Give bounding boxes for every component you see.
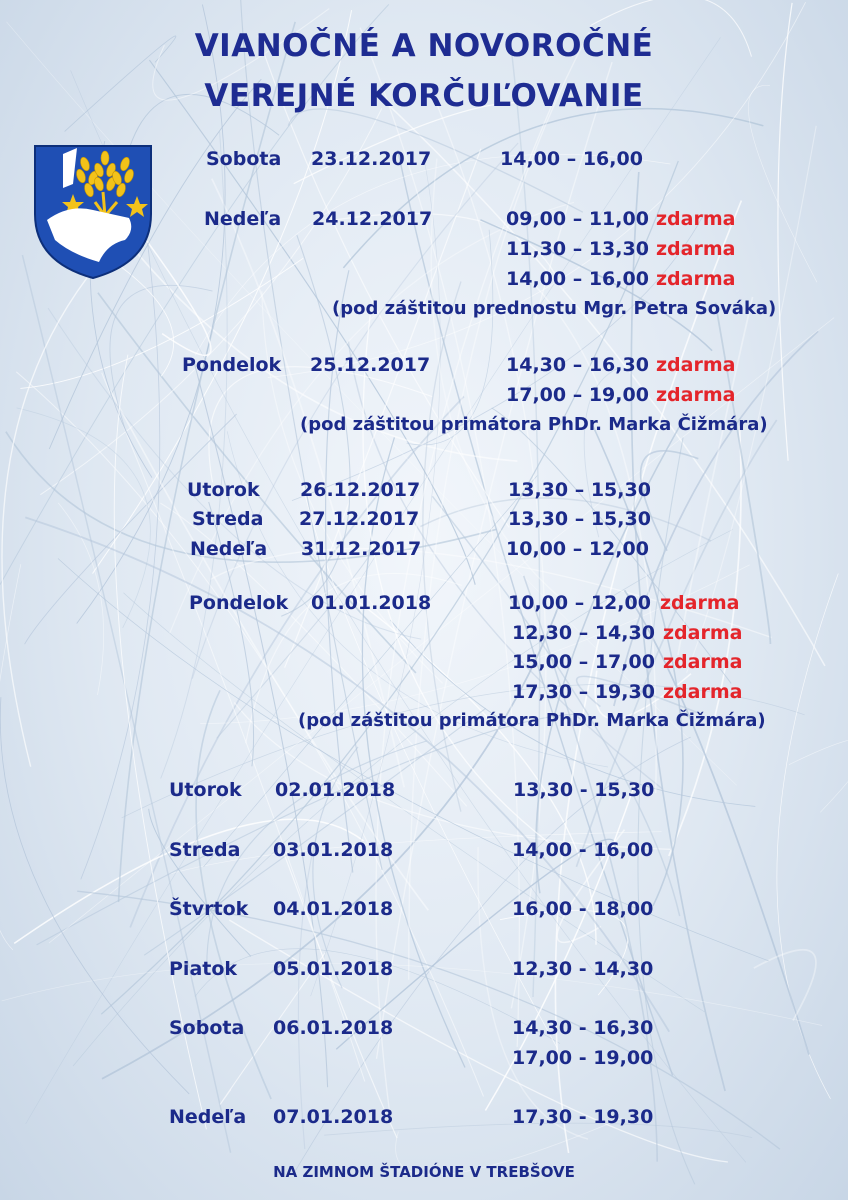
time-slot: 10,00 – 12,00 — [506, 538, 649, 560]
date-label: 26.12.2017 — [300, 479, 421, 501]
free-badge: zdarma — [656, 384, 736, 406]
time-slot: 16,00 - 18,00 — [512, 898, 654, 920]
ice-scratch — [0, 564, 21, 950]
ice-scratch — [748, 85, 817, 282]
date-label: 31.12.2017 — [301, 538, 422, 560]
title-line-2: VEREJNÉ KORČUĽOVANIE — [204, 78, 644, 114]
date-label: 23.12.2017 — [311, 148, 432, 170]
day-label: Streda — [169, 839, 241, 861]
patronage-note: (pod záštitou prednostu Mgr. Petra Sováka) — [332, 298, 777, 319]
free-badge: zdarma — [656, 268, 736, 290]
day-label: Nedeľa — [190, 538, 268, 560]
day-label: Pondelok — [182, 354, 282, 376]
venue-footer: NA ZIMNOM ŠTADIÓNE V TREBŠOVE — [273, 1163, 575, 1181]
free-badge: zdarma — [660, 592, 740, 614]
patronage-note: (pod záštitou primátora PhDr. Marka Čižmára) — [298, 710, 766, 731]
date-label: 24.12.2017 — [312, 208, 433, 230]
time-slot: 17,00 – 19,00 — [506, 384, 649, 406]
time-slot: 11,30 – 13,30 — [506, 238, 649, 260]
ice-scratch — [298, 836, 316, 1150]
title-line-1: VIANOČNÉ A NOVOROČNÉ — [194, 28, 654, 64]
free-badge: zdarma — [663, 622, 743, 644]
free-badge: zdarma — [656, 354, 736, 376]
date-label: 07.01.2018 — [273, 1106, 394, 1128]
ice-scratch — [778, 3, 792, 461]
ice-scratch — [294, 103, 522, 184]
time-slot: 10,00 – 12,00 — [508, 592, 651, 614]
day-label: Piatok — [169, 958, 238, 980]
ice-scratch — [279, 841, 397, 1138]
free-badge: zdarma — [663, 651, 743, 673]
day-label: Utorok — [169, 779, 242, 801]
time-slot: 14,00 – 16,00 — [506, 268, 649, 290]
time-slot: 14,30 – 16,30 — [506, 354, 649, 376]
time-slot: 17,30 – 19,30 — [512, 681, 655, 703]
date-label: 01.01.2018 — [311, 592, 432, 614]
time-slot: 13,30 – 15,30 — [508, 479, 651, 501]
ice-scratch — [2, 264, 98, 766]
day-label: Nedeľa — [169, 1106, 247, 1128]
free-badge: zdarma — [656, 208, 736, 230]
day-label: Sobota — [169, 1017, 245, 1039]
time-slot: 09,00 – 11,00 — [506, 208, 649, 230]
time-slot: 12,30 – 14,30 — [512, 622, 655, 644]
ice-scratch — [777, 574, 838, 1099]
patronage-note: (pod záštitou primátora PhDr. Marka Čižmára) — [300, 414, 768, 435]
free-badge: zdarma — [663, 681, 743, 703]
date-label: 04.01.2018 — [273, 898, 394, 920]
time-slot: 17,30 - 19,30 — [512, 1106, 654, 1128]
ice-scratch — [754, 950, 816, 1021]
day-label: Utorok — [187, 479, 260, 501]
day-label: Štvrtok — [169, 898, 249, 920]
date-label: 25.12.2017 — [310, 354, 431, 376]
date-label: 02.01.2018 — [275, 779, 396, 801]
time-slot: 13,30 - 15,30 — [513, 779, 655, 801]
time-slot: 13,30 – 15,30 — [508, 508, 651, 530]
ice-scratch — [789, 738, 848, 812]
time-slot: 15,00 – 17,00 — [512, 651, 655, 673]
coat-of-arms-icon — [33, 144, 153, 280]
time-slot: 14,00 - 16,00 — [512, 839, 654, 861]
date-label: 03.01.2018 — [273, 839, 394, 861]
time-slot: 14,30 - 16,30 — [512, 1017, 654, 1039]
time-slot: 14,00 – 16,00 — [500, 148, 643, 170]
date-label: 27.12.2017 — [299, 508, 420, 530]
day-label: Pondelok — [189, 592, 289, 614]
date-label: 05.01.2018 — [273, 958, 394, 980]
time-slot: 17,00 - 19,00 — [512, 1047, 654, 1069]
time-slot: 12,30 - 14,30 — [512, 958, 654, 980]
day-label: Nedeľa — [204, 208, 282, 230]
date-label: 06.01.2018 — [273, 1017, 394, 1039]
free-badge: zdarma — [656, 238, 736, 260]
day-label: Streda — [192, 508, 264, 530]
day-label: Sobota — [206, 148, 282, 170]
